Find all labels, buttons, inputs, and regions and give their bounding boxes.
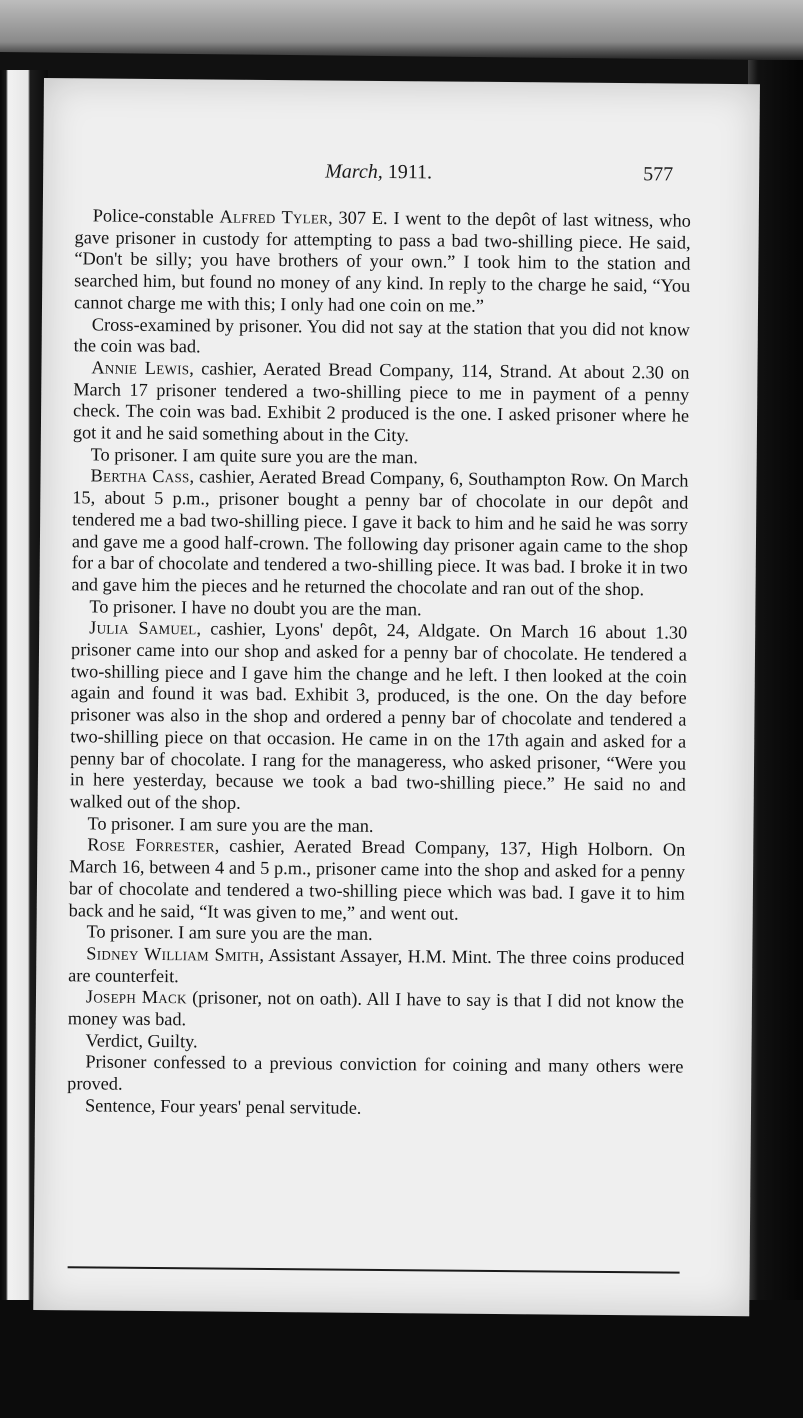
- running-head-month: March,: [325, 160, 383, 183]
- witness-name: Julia Samuel: [89, 617, 197, 639]
- paragraph-text: (prisoner, not on oath). All I have to say is that I did not know the money was bad.: [67, 987, 685, 1030]
- witness-name: Joseph Mack: [85, 986, 187, 1008]
- witness-name: Annie Lewis: [91, 357, 190, 379]
- page-header: [43, 158, 759, 194]
- paragraph-text: , 307 E. I went to the depôt of last witness, who gave prisoner in custody for attempting to pass a bad two-shilling piece. He said, “Don't be silly; you have brothers of your own.” I took him to the station and searched him, but found no money of any kind. In reply to the charge he said, “You cannot charge me with this; I only had one coin on me.”: [73, 207, 691, 316]
- scan-top-edge: [0, 0, 803, 60]
- paragraph: [68, 943, 684, 992]
- running-head: [325, 160, 432, 184]
- paragraph-text: Sentence, Four years' penal servitude.: [84, 1095, 362, 1118]
- paragraph: [74, 314, 690, 363]
- witness-name: Rose Forrester: [87, 834, 215, 856]
- scan-bottom-edge: [0, 1300, 803, 1418]
- witness-name: Bertha Cass: [90, 465, 190, 487]
- paragraph-text: , cashier, Aerated Bread Company, 114, Strand. At about 2.30 on March 17 prisoner tendered a two-shilling piece to me in payment of a penny check. The coin was bad. Exhibit 2 produced is the one. I asked prisoner where he got it and he said something about in the City.: [72, 358, 690, 446]
- paragraph-text: Verdict, Guilty.: [85, 1030, 198, 1052]
- book-page: [33, 78, 760, 1316]
- paragraph-text: To prisoner. I am sure you are the man.: [87, 813, 374, 836]
- paragraph-text: Cross-examined by prisoner. You did not say at the station that you did not know the coin was bad.: [73, 313, 690, 357]
- paragraph: [67, 1052, 683, 1101]
- paragraph-text: , cashier, Aerated Bread Company, 6, Southampton Row. On March 15, about 5 p.m., prisoner bought a penny bar of chocolate in our depôt and tendered me a bad two-shilling piece. I gave it back to him and he said he was sorry and gave me a good half-crown. The following day prisoner again came to the shop for a bar of chocolate and tendered a two-shilling piece. It was bad. I broke it in two and gave him the pieces and he returned the chocolate and ran out of the shop.: [71, 466, 689, 600]
- witness-name: Sidney William Smith: [86, 943, 260, 965]
- end-rule: [68, 1266, 680, 1273]
- paragraph: [70, 618, 688, 819]
- page-number: 577: [643, 163, 674, 186]
- paragraph: [69, 835, 686, 927]
- paragraph-text: , cashier, Aerated Bread Company, 137, High Holborn. On March 16, between 4 and 5 p.m., prisoner came into the shop and asked for a penny bar of chocolate and tendered a two-shilling piece which was bad. I gave it to him back and he said, “It was given to me,” and went out.: [68, 835, 686, 924]
- paragraph: [74, 205, 691, 319]
- paragraph: [73, 357, 690, 449]
- body-text: [67, 205, 691, 1122]
- paragraph-text: To prisoner. I am quite sure you are the man.: [90, 444, 418, 468]
- paragraph: [71, 466, 688, 602]
- paragraph-text: To prisoner. I have no doubt you are the man.: [89, 596, 422, 619]
- paragraph: [67, 1095, 683, 1122]
- running-head-year: 1911.: [387, 161, 433, 184]
- paragraph-prefix: Police-constable: [92, 205, 220, 227]
- witness-name: Alfred Tyler: [219, 206, 329, 228]
- paragraph-text: Prisoner confessed to a previous conviction for coining and many others were proved.: [67, 1051, 684, 1094]
- paragraph-text: , cashier, Lyons' depôt, 24, Aldgate. On March 16 about 1.30 prisoner came into our shop and asked for a penny bar of chocolate. He tendered a two-shilling piece and I gave him the change and he left. I then looked at the coin again and found it was bad. Exhibit 3, produced, is the one. On the day before prisoner was also in the shop and ordered a penny bar of chocolate and tendered a two-shilling piece on that occasion. He came in on the 17th again and asked for a penny bar of chocolate. I rang for the manageress, who asked prisoner, “Were you in here yesterday, because we took a bad two-shilling piece.” He said no and walked out of the shop.: [69, 618, 688, 813]
- paragraph-text: , Assistant Assayer, H.M. Mint. The three coins produced are counterfeit.: [68, 944, 685, 986]
- paragraph: [68, 987, 684, 1036]
- paragraph-text: To prisoner. I am sure you are the man.: [86, 921, 373, 945]
